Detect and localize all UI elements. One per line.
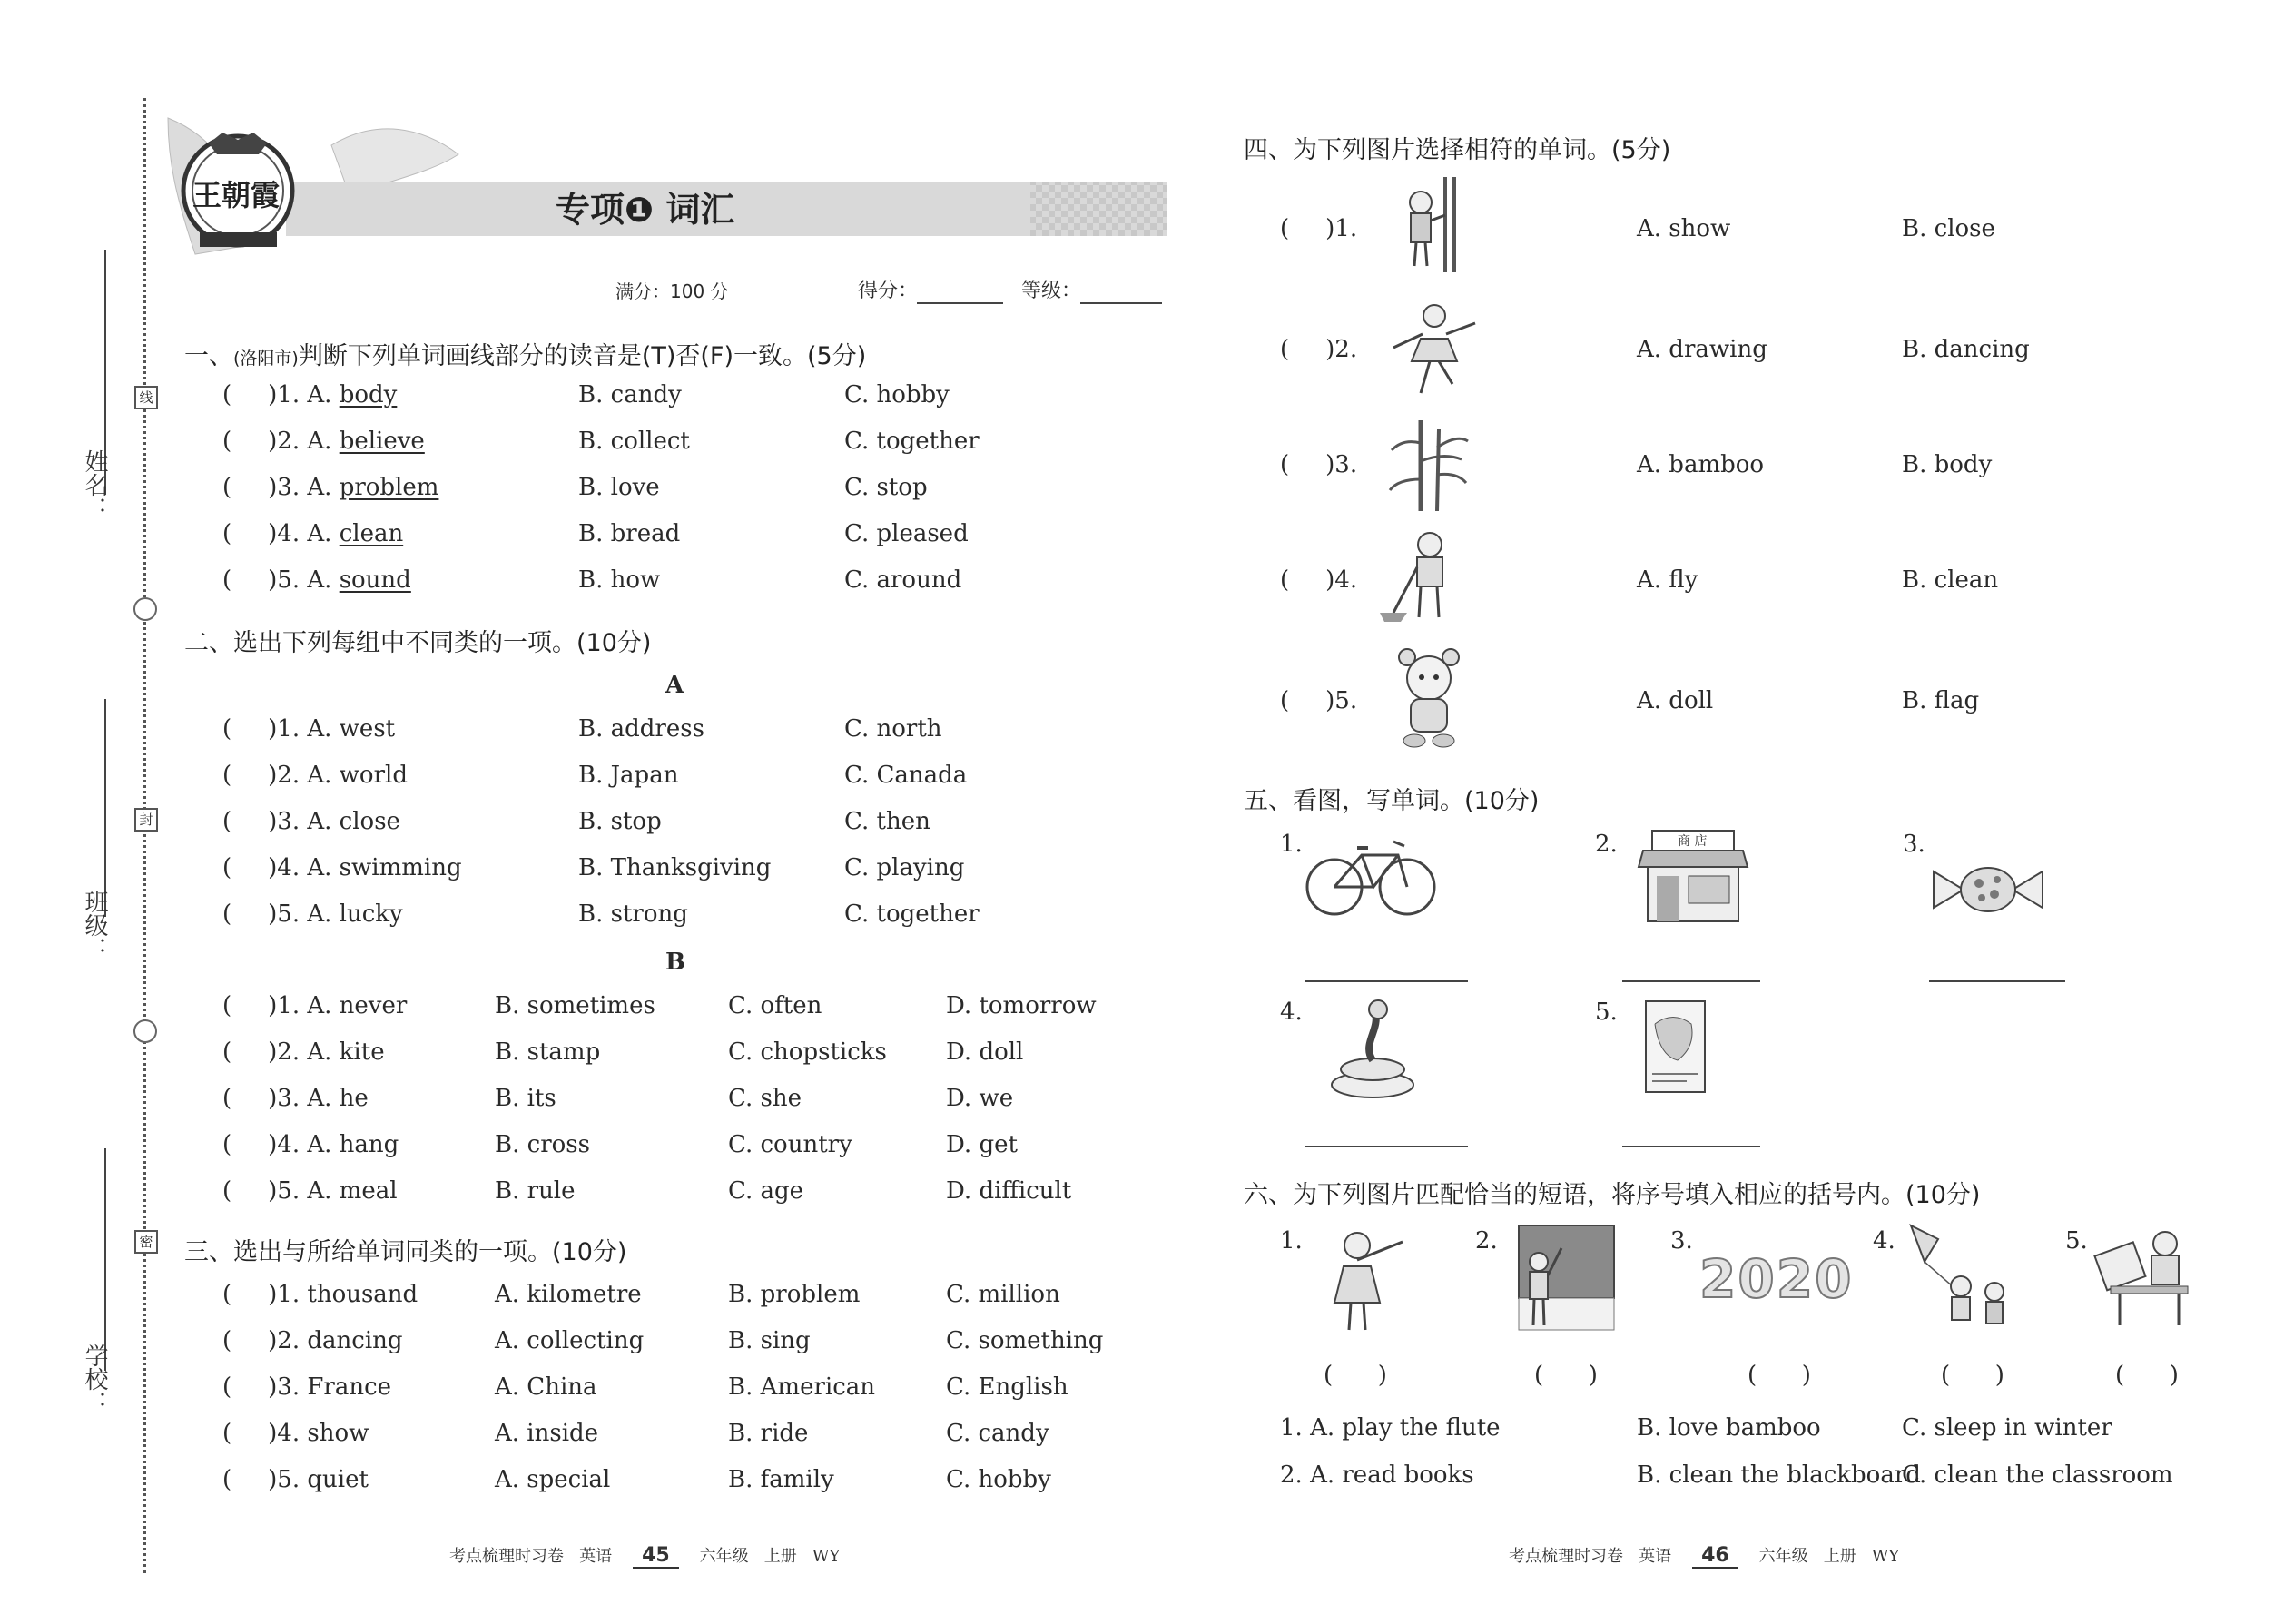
- boy-sweeping-picture-icon: [1375, 527, 1475, 626]
- s6-num: 1.: [1280, 1227, 1303, 1255]
- answer-paren[interactable]: (: [222, 1281, 232, 1308]
- section1-prefix: 一、: [184, 342, 233, 370]
- s2b-option-d: D. difficult: [946, 1177, 1072, 1205]
- s5-num: 2.: [1595, 831, 1618, 858]
- s3-row5: [222, 1466, 369, 1493]
- s6-option-b: B. love bamboo: [1637, 1414, 1821, 1442]
- girl-flute-picture-icon: [1316, 1225, 1407, 1334]
- s2b-option-a: )4. A. hang: [268, 1131, 399, 1158]
- s2b-option-b: B. sometimes: [495, 992, 655, 1019]
- s4-option-a: A. show: [1637, 215, 1731, 242]
- answer-paren[interactable]: (: [222, 1177, 232, 1205]
- section1-text: 判断下列单词画线部分的读音是(T)否(F)一致。(5分): [298, 342, 867, 370]
- s3-option-c: C. candy: [946, 1420, 1049, 1447]
- page-number: 45: [633, 1544, 679, 1569]
- footer-right: [1509, 1543, 1899, 1567]
- s3-option-a: A. kilometre: [495, 1281, 642, 1308]
- s1-option-b: B. bread: [578, 520, 681, 547]
- s1-num: )2. A.: [268, 428, 332, 455]
- footer-volume: 上册: [1823, 1547, 1856, 1566]
- s3-option-c: C. hobby: [946, 1466, 1051, 1493]
- group-b-label: B: [665, 949, 685, 976]
- s5-answer-blank[interactable]: [1622, 980, 1760, 982]
- s6-num: 5.: [2065, 1227, 2088, 1255]
- section4-title: 四、为下列图片选择相符的单词。(5分): [1244, 136, 1671, 164]
- school-write-line: [104, 1148, 106, 1371]
- s6-option-c: C. sleep in winter: [1902, 1414, 2112, 1442]
- class-write-line: [104, 699, 106, 917]
- map-picture-icon: [1641, 997, 1709, 1097]
- s6-num: 4.: [1873, 1227, 1895, 1255]
- s2a-option-b: B. Thanksgiving: [578, 854, 772, 881]
- s3-option-a: A. inside: [495, 1420, 599, 1447]
- answer-paren[interactable]: (: [222, 520, 232, 547]
- s5-answer-blank[interactable]: [1929, 980, 2065, 982]
- s2b-option-d: D. tomorrow: [946, 992, 1097, 1019]
- s2a-option-c: C. north: [844, 715, 942, 743]
- s1-option-c: C. together: [844, 428, 980, 455]
- s6-answer-paren[interactable]: ( ): [1324, 1362, 1387, 1389]
- answer-paren[interactable]: (: [222, 381, 232, 408]
- score-blank[interactable]: [917, 302, 1003, 304]
- s1-num: )3. A.: [268, 474, 332, 501]
- page-number: 46: [1692, 1544, 1738, 1569]
- s1-row1: [222, 381, 397, 408]
- footer-subject: 英语: [579, 1547, 613, 1566]
- dancing-girl-picture-icon: [1384, 298, 1484, 398]
- s1-row3: [222, 474, 438, 501]
- s3-option-a: A. special: [495, 1466, 611, 1493]
- s1-option-a: believe: [339, 428, 425, 455]
- doll-picture-icon: [1380, 646, 1480, 751]
- shop-sign: 商 店: [1678, 834, 1708, 849]
- answer-paren[interactable]: (: [222, 715, 232, 743]
- cleaning-blackboard-picture-icon: [1511, 1221, 1616, 1334]
- s1-option-b: B. candy: [578, 381, 682, 408]
- s1-option-c: C. hobby: [844, 381, 950, 408]
- s2a-option-b: B. Japan: [578, 762, 679, 789]
- s5-num: 5.: [1595, 999, 1618, 1026]
- answer-paren[interactable]: (: [222, 854, 232, 881]
- s6-answer-paren[interactable]: ( ): [1534, 1362, 1598, 1389]
- s6-option-a: 2. A. read books: [1280, 1462, 1474, 1489]
- answer-paren[interactable]: (: [222, 1038, 232, 1066]
- s2b-option-d: D. doll: [946, 1038, 1024, 1066]
- answer-paren[interactable]: (: [222, 992, 232, 1019]
- s2b-option-a: )1. A. never: [268, 992, 408, 1019]
- s2b-option-c: C. country: [728, 1131, 852, 1158]
- s6-answer-paren[interactable]: ( ): [1941, 1362, 2004, 1389]
- footer-edition: WY: [1871, 1547, 1900, 1566]
- secret-mark: 密: [134, 1230, 158, 1254]
- s2a-option-b: B. strong: [578, 901, 688, 928]
- section1-title: [184, 336, 866, 371]
- s3-option-b: B. problem: [728, 1281, 861, 1308]
- s6-num: 3.: [1670, 1227, 1693, 1255]
- s2b-option-a: )5. A. meal: [268, 1177, 398, 1205]
- binding-hole: [133, 1019, 157, 1043]
- s2a-option-a: )2. A. world: [268, 762, 408, 789]
- section3-title: 三、选出与所给单词同类的一项。(10分): [184, 1238, 627, 1266]
- s2b-option-b: B. its: [495, 1085, 556, 1112]
- s3-word: )4. show: [268, 1420, 369, 1447]
- s1-num: )1. A.: [268, 381, 332, 408]
- s2b-row3: [222, 1085, 369, 1112]
- s2a-option-b: B. stop: [578, 808, 662, 835]
- s6-answer-paren[interactable]: ( ): [2115, 1362, 2179, 1389]
- s5-answer-blank[interactable]: [1622, 1146, 1760, 1147]
- s2a-option-b: B. address: [578, 715, 704, 743]
- footer-left: [449, 1543, 840, 1567]
- class-label: 班级：: [81, 890, 108, 960]
- s6-option-c: C. clean the classroom: [1902, 1462, 2173, 1489]
- s4-num: )5.: [1325, 687, 1358, 714]
- s4-option-a: A. fly: [1637, 566, 1698, 594]
- s6-answer-paren[interactable]: ( ): [1748, 1362, 1811, 1389]
- s4-option-b: B. flag: [1902, 687, 1980, 714]
- s3-word: )1. thousand: [268, 1281, 418, 1308]
- s1-option-b: B. love: [578, 474, 660, 501]
- s3-word: )2. dancing: [268, 1327, 403, 1354]
- s2b-option-c: C. age: [728, 1177, 804, 1205]
- s3-row2: [222, 1327, 403, 1354]
- s1-option-c: C. pleased: [844, 520, 969, 547]
- s1-option-a: body: [339, 381, 398, 408]
- s3-option-c: C. million: [946, 1281, 1060, 1308]
- s4-num: )4.: [1325, 566, 1358, 594]
- answer-paren[interactable]: (: [222, 1085, 232, 1112]
- full-score: 满分：100 分: [615, 281, 729, 302]
- s5-answer-blank[interactable]: [1305, 1146, 1468, 1147]
- s1-num: )4. A.: [268, 520, 332, 547]
- snake-picture-icon: [1325, 999, 1425, 1103]
- s1-row2: [222, 428, 425, 455]
- s2b-option-a: )3. A. he: [268, 1085, 369, 1112]
- s2a-row3: [222, 808, 400, 835]
- s5-answer-blank[interactable]: [1305, 980, 1468, 982]
- footer-edition: WY: [812, 1547, 841, 1566]
- s2b-option-d: D. get: [946, 1131, 1018, 1158]
- s1-option-c: C. stop: [844, 474, 928, 501]
- s1-option-b: B. collect: [578, 428, 690, 455]
- line-mark: 线: [134, 386, 158, 409]
- s4-option-a: A. bamboo: [1637, 451, 1765, 478]
- s2a-row2: [222, 762, 408, 789]
- s2b-row4: [222, 1131, 399, 1158]
- section6-title: 六、为下列图片匹配恰当的短语，将序号填入相应的括号内。(10分): [1244, 1181, 1981, 1209]
- s3-row1: [222, 1281, 418, 1308]
- s1-option-a: clean: [339, 520, 404, 547]
- s2a-option-c: C. Canada: [844, 762, 968, 789]
- grade-label: 等级：: [1021, 280, 1082, 302]
- s3-option-b: B. sing: [728, 1327, 811, 1354]
- footer-subject: 英语: [1639, 1547, 1672, 1566]
- seal-mark: 封: [134, 808, 158, 832]
- s2a-option-a: )5. A. lucky: [268, 901, 403, 928]
- answer-paren[interactable]: (: [222, 1373, 232, 1401]
- s1-option-c: C. around: [844, 566, 962, 594]
- section2-title: 二、选出下列每组中不同类的一项。(10分): [184, 629, 652, 657]
- s4-row2: [1280, 336, 1357, 363]
- s4-num: )3.: [1325, 451, 1358, 478]
- s4-option-a: A. drawing: [1637, 336, 1767, 363]
- s4-row3: [1280, 451, 1357, 478]
- s2b-option-c: C. she: [728, 1085, 802, 1112]
- s2a-row1: [222, 715, 395, 743]
- s4-option-b: B. clean: [1902, 566, 1999, 594]
- binding-dotted-line: [143, 98, 146, 1573]
- boy-door-picture-icon: [1389, 177, 1480, 277]
- footer-grade: 六年级: [1758, 1547, 1808, 1566]
- s4-row5: [1280, 687, 1357, 714]
- name-label: 姓名：: [81, 449, 108, 520]
- binding-hole: [133, 597, 157, 621]
- school-label: 学校：: [81, 1343, 108, 1414]
- s2a-option-a: )4. A. swimming: [268, 854, 462, 881]
- s3-word: )5. quiet: [268, 1466, 369, 1493]
- answer-paren[interactable]: (: [1280, 215, 1290, 242]
- s4-num: )1.: [1325, 215, 1358, 242]
- s2b-option-b: B. stamp: [495, 1038, 601, 1066]
- s5-num: 3.: [1903, 831, 1925, 858]
- footer-volume: 上册: [763, 1547, 797, 1566]
- s1-row5: [222, 566, 411, 594]
- s1-option-b: B. how: [578, 566, 661, 594]
- footer-series: 考点梳理时习卷: [449, 1547, 564, 1566]
- s5-num: 4.: [1280, 999, 1303, 1026]
- logo-name: 王朝霞: [192, 178, 281, 212]
- footer-grade: 六年级: [699, 1547, 749, 1566]
- score-label: 得分：: [858, 280, 919, 302]
- s4-option-b: B. close: [1902, 215, 1995, 242]
- bamboo-picture-icon: [1384, 416, 1475, 516]
- answer-paren[interactable]: (: [222, 901, 232, 928]
- answer-paren[interactable]: (: [222, 474, 232, 501]
- s3-word: )3. France: [268, 1373, 392, 1401]
- s6-option-b: B. clean the blackboard: [1637, 1462, 1921, 1489]
- answer-paren[interactable]: (: [222, 1327, 232, 1354]
- s3-row3: [222, 1373, 391, 1401]
- answer-paren[interactable]: (: [222, 1420, 232, 1447]
- bicycle-picture-icon: [1303, 828, 1439, 919]
- answer-paren[interactable]: (: [1280, 451, 1290, 478]
- section1-tag: (洛阳市): [233, 349, 299, 369]
- s4-option-b: B. dancing: [1902, 336, 2030, 363]
- s2b-option-c: C. chopsticks: [728, 1038, 887, 1066]
- s2b-option-d: D. we: [946, 1085, 1014, 1112]
- s3-option-a: A. China: [495, 1373, 597, 1401]
- s3-option-b: B. ride: [728, 1420, 809, 1447]
- s1-option-a: sound: [339, 566, 411, 594]
- s3-option-b: B. American: [728, 1373, 876, 1401]
- s2b-row5: [222, 1177, 398, 1205]
- s4-row4: [1280, 566, 1357, 594]
- s2a-option-c: C. then: [844, 808, 930, 835]
- answer-paren[interactable]: (: [222, 808, 232, 835]
- s6-option-a: 1. A. play the flute: [1280, 1414, 1501, 1442]
- footer-series: 考点梳理时习卷: [1509, 1547, 1623, 1566]
- answer-paren[interactable]: (: [222, 762, 232, 789]
- s1-num: )5. A.: [268, 566, 332, 594]
- s3-row4: [222, 1420, 369, 1447]
- answer-paren[interactable]: (: [1280, 336, 1290, 363]
- s2b-option-c: C. often: [728, 992, 822, 1019]
- s2b-option-b: B. cross: [495, 1131, 590, 1158]
- answer-paren[interactable]: (: [1280, 687, 1290, 714]
- s4-option-b: B. body: [1902, 451, 1993, 478]
- page-title: 专项❶ 词汇: [556, 190, 735, 230]
- s1-option-a: problem: [339, 474, 439, 501]
- s2a-row4: [222, 854, 462, 881]
- s1-row4: [222, 520, 403, 547]
- answer-paren[interactable]: (: [222, 1466, 232, 1493]
- answer-paren[interactable]: (: [222, 566, 232, 594]
- answer-paren[interactable]: (: [222, 1131, 232, 1158]
- s2a-option-c: C. together: [844, 901, 980, 928]
- s3-option-c: C. something: [946, 1327, 1104, 1354]
- s3-option-a: A. collecting: [495, 1327, 645, 1354]
- s4-option-a: A. doll: [1637, 687, 1714, 714]
- s6-num: 2.: [1475, 1227, 1498, 1255]
- answer-paren[interactable]: (: [222, 428, 232, 455]
- s2b-option-b: B. rule: [495, 1177, 576, 1205]
- s2a-option-c: C. playing: [844, 854, 965, 881]
- s2a-option-a: )1. A. west: [268, 715, 396, 743]
- section5-title: 五、看图，写单词。(10分): [1244, 787, 1540, 815]
- s3-option-b: B. family: [728, 1466, 834, 1493]
- candy-picture-icon: [1929, 858, 2047, 921]
- s4-num: )2.: [1325, 336, 1358, 363]
- s3-option-c: C. English: [946, 1373, 1068, 1401]
- group-a-label: A: [665, 672, 684, 699]
- kite-flying-picture-icon: [1893, 1221, 2015, 1334]
- year-picture: 2020: [1699, 1248, 1854, 1310]
- s2b-row1: [222, 992, 407, 1019]
- s2b-option-a: )2. A. kite: [268, 1038, 385, 1066]
- s5-num: 1.: [1280, 831, 1303, 858]
- s2a-row5: [222, 901, 403, 928]
- grade-blank[interactable]: [1080, 302, 1162, 304]
- s2b-row2: [222, 1038, 385, 1066]
- s4-row1: [1280, 215, 1357, 242]
- answer-paren[interactable]: (: [1280, 566, 1290, 594]
- reading-books-picture-icon: [2092, 1221, 2206, 1334]
- s2a-option-a: )3. A. close: [268, 808, 400, 835]
